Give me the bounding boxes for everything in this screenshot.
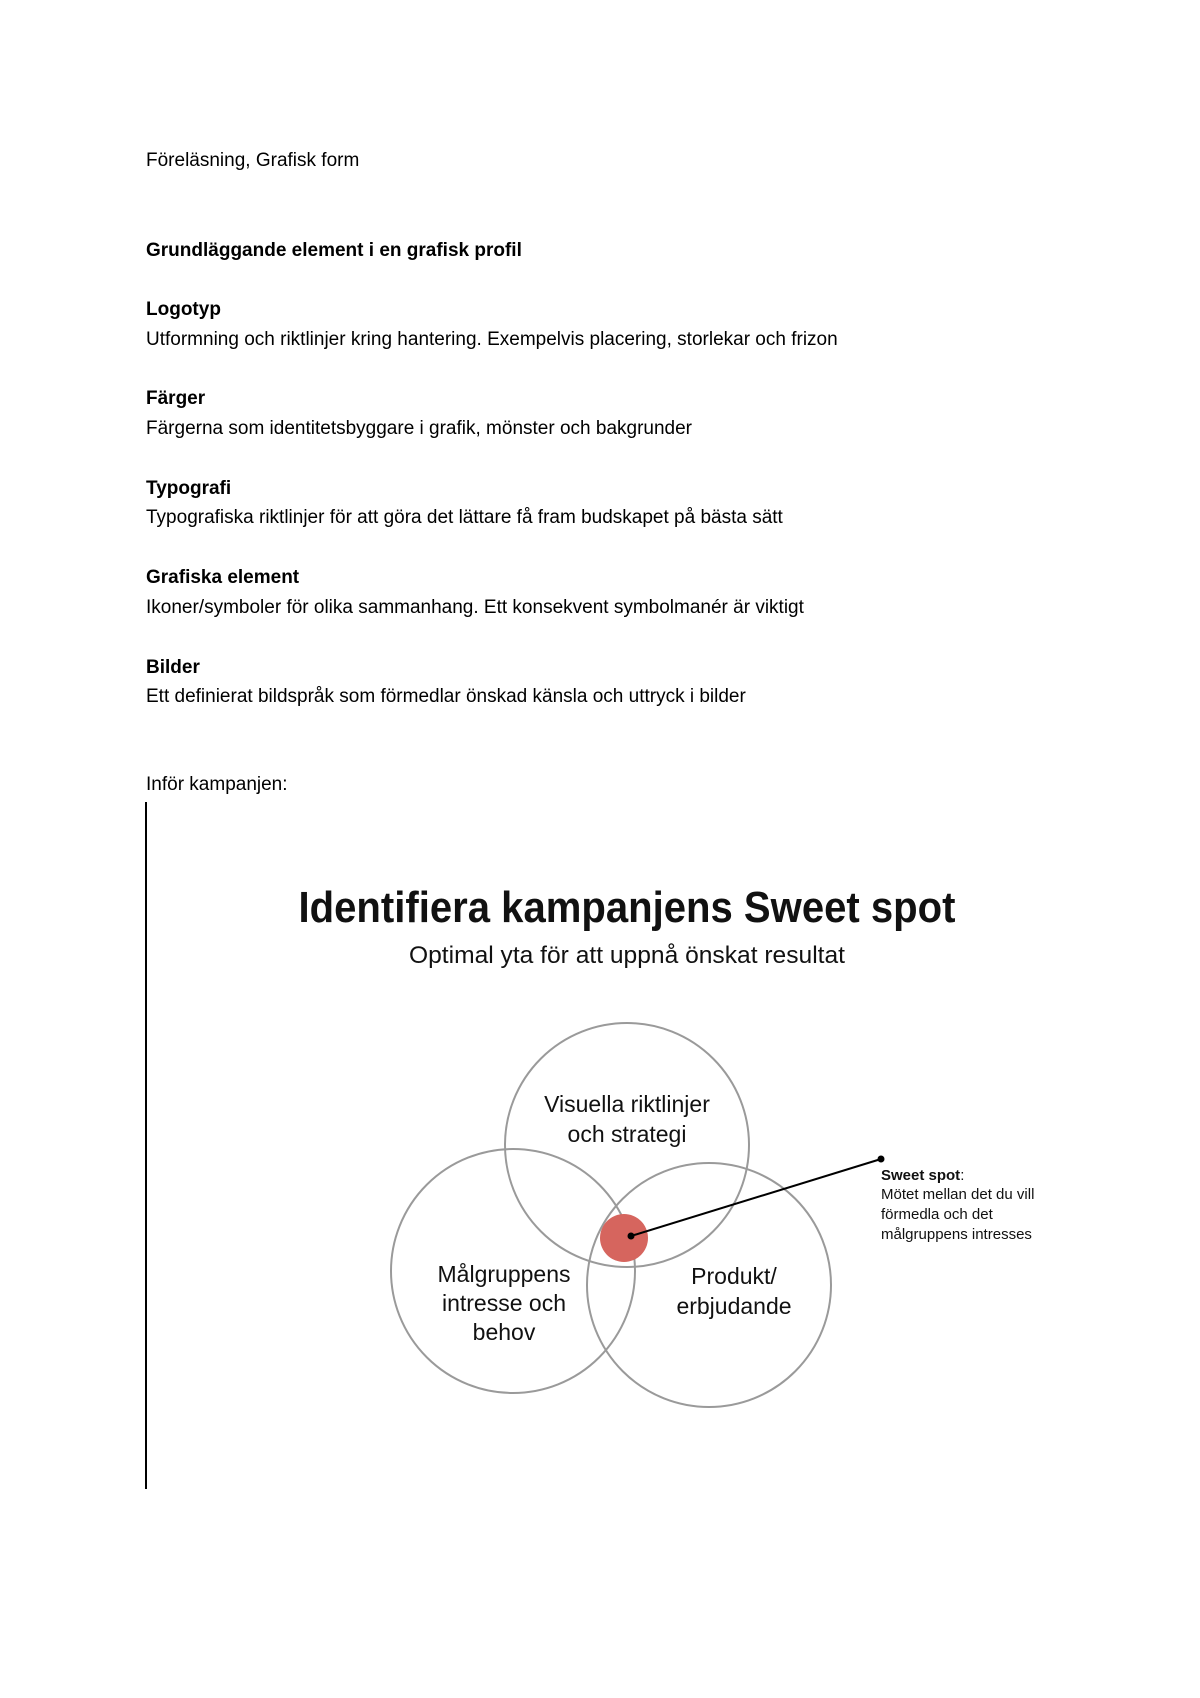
venn-label-audience-line-2: intresse och <box>441 1290 567 1316</box>
element-text-farger: Färgerna som identitetsbyggare i grafik, mönster och bakgrunder <box>146 418 692 439</box>
element-heading-grafiska-element: Grafiska element <box>146 567 300 588</box>
section-title: Grundläggande element i en grafisk profil <box>146 240 522 261</box>
element-text-bilder: Ett definierat bildspråk som förmedlar önskad känsla och uttryck i bilder <box>146 686 746 707</box>
element-heading-logotyp: Logotyp <box>146 299 221 320</box>
venn-label-visual-line-2: och strategi <box>567 1121 687 1147</box>
document-header: Föreläsning, Grafisk form <box>146 150 360 171</box>
venn-label-audience-line-3: behov <box>472 1319 536 1345</box>
callout-title <box>881 1167 964 1184</box>
venn-label-audience-line-1: Målgruppens <box>437 1261 571 1287</box>
element-heading-bilder: Bilder <box>146 657 200 678</box>
element-text-typografi: Typografiska riktlinjer för att göra det lättare få fram budskapet på bästa sätt <box>146 507 783 528</box>
figure-title: Identifiera kampanjens Sweet spot <box>298 883 956 932</box>
venn-label-product-line-2: erbjudande <box>676 1293 792 1319</box>
element-heading-farger: Färger <box>146 388 206 409</box>
figure-subtitle: Optimal yta för att uppnå önskat resultat <box>409 942 846 969</box>
venn-label-visual-line-1: Visuella riktlinjer <box>544 1091 710 1117</box>
callout-line-3: målgruppens intresses <box>881 1226 1032 1243</box>
connector-start-dot <box>628 1233 635 1240</box>
connector-end-dot <box>878 1156 885 1163</box>
element-text-logotyp: Utformning och riktlinjer kring hantering. Exempelvis placering, storlekar och frizon <box>146 329 838 350</box>
element-heading-typografi: Typografi <box>146 478 232 499</box>
callout-title-text: Sweet spot <box>881 1167 961 1184</box>
venn-label-product-line-1: Produkt/ <box>691 1263 777 1289</box>
element-text-grafiska-element: Ikoner/symboler för olika sammanhang. Ett konsekvent symbolmanér är viktigt <box>146 597 804 618</box>
sweet-spot-dot <box>600 1214 648 1262</box>
callout-line-2: förmedla och det <box>881 1206 993 1223</box>
callout-line-1: Mötet mellan det du vill <box>881 1186 1035 1203</box>
campaign-label: Inför kampanjen: <box>146 774 288 795</box>
callout-title-suffix: : <box>960 1167 965 1184</box>
